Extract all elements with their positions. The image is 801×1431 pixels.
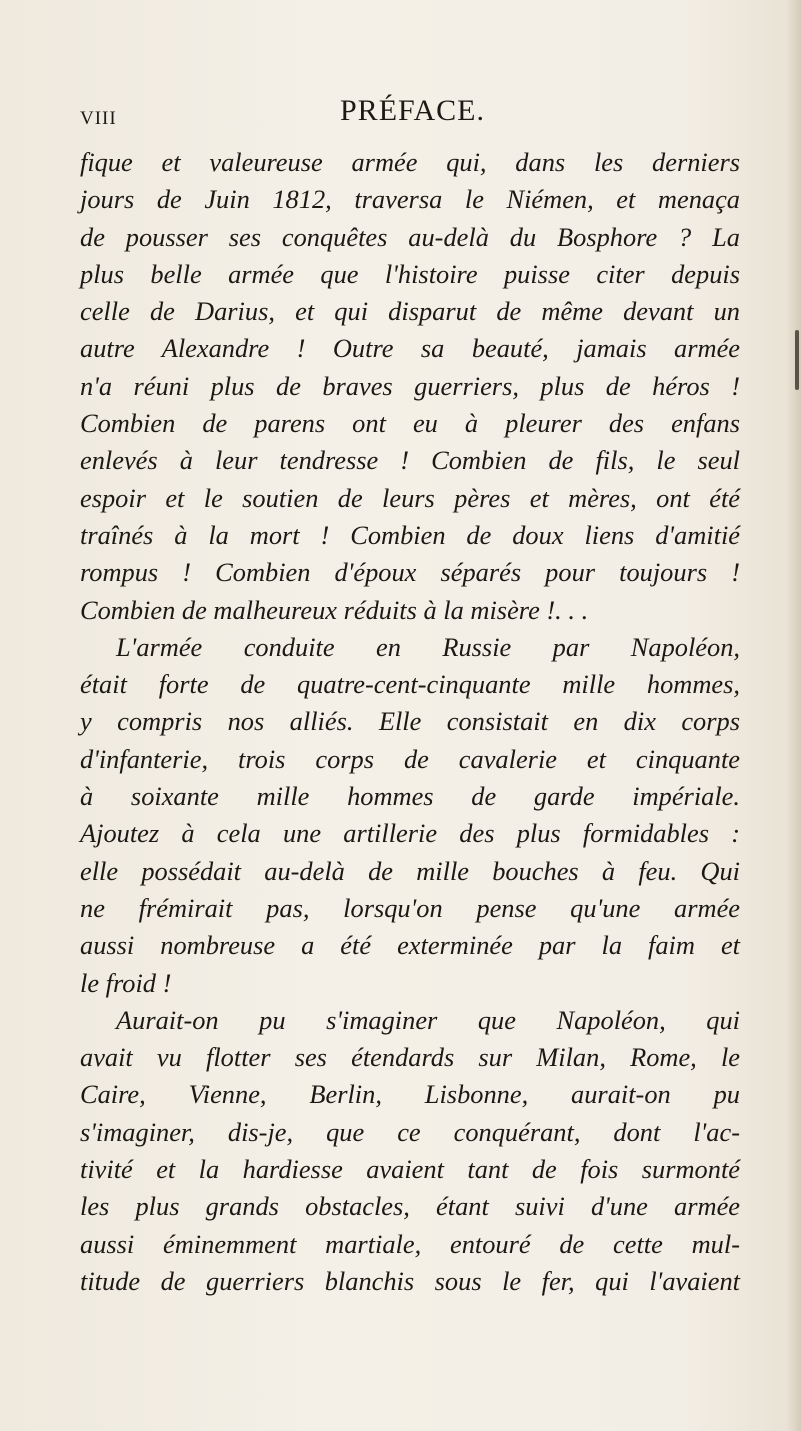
page-header <box>80 92 720 132</box>
text-line: espoir et le soutien de leurs pères et mères, ont été <box>80 482 740 513</box>
text-line: Caire, Vienne, Berlin, Lisbonne, aurait-on pu <box>80 1079 740 1110</box>
text-line: celle de Darius, et qui disparut de même devant un <box>80 296 740 327</box>
text-line: L'armée conduite en Russie par Napoléon, <box>116 631 740 662</box>
text-line: autre Alexandre ! Outre sa beauté, jamais armée <box>80 333 740 364</box>
text-line: plus belle armée que l'histoire puisse citer depuis <box>80 258 740 289</box>
body-text <box>80 144 740 1300</box>
text-line: les plus grands obstacles, étant suivi d'une armée <box>80 1191 740 1222</box>
text-line: de pousser ses conquêtes au-delà du Bosphore ? La <box>80 221 740 252</box>
text-line: Combien de malheureux réduits à la misère !. . . <box>80 594 589 625</box>
running-title: PRÉFACE. <box>340 94 485 127</box>
page-number: VIII <box>80 108 117 129</box>
text-line: aussi nombreuse a été exterminée par la faim et <box>80 930 740 961</box>
text-line: y compris nos alliés. Elle consistait en dix corps <box>80 706 740 737</box>
text-line: Combien de parens ont eu à pleurer des enfans <box>80 408 740 439</box>
text-line: avait vu flotter ses étendards sur Milan, Rome, le <box>80 1042 740 1073</box>
text-line: Ajoutez à cela une artillerie des plus formidables : <box>80 818 740 849</box>
page-edge-mark <box>795 330 799 390</box>
text-line: était forte de quatre-cent-cinquante mille hommes, <box>80 669 740 700</box>
page-edge-shadow <box>787 0 801 1431</box>
text-line: s'imaginer, dis-je, que ce conquérant, dont l'ac- <box>80 1116 740 1147</box>
text-line: Aurait-on pu s'imaginer que Napoléon, qui <box>116 1004 740 1035</box>
text-line: tivité et la hardiesse avaient tant de fois surmonté <box>80 1154 740 1185</box>
text-line: rompus ! Combien d'époux séparés pour toujours ! <box>80 557 740 588</box>
text-line: n'a réuni plus de braves guerriers, plus de héros ! <box>80 370 740 401</box>
text-line: elle possédait au-delà de mille bouches à feu. Qui <box>80 855 740 886</box>
text-line: fique et valeureuse armée qui, dans les derniers <box>80 147 740 177</box>
text-line: le froid ! <box>80 967 172 998</box>
text-line: aussi éminemment martiale, entouré de cette mul- <box>80 1228 740 1259</box>
text-line: jours de Juin 1812, traversa le Niémen, et menaça <box>80 184 740 215</box>
text-line: traînés à la mort ! Combien de doux liens d'amitié <box>80 519 740 550</box>
text-line: enlevés à leur tendresse ! Combien de fils, le seul <box>80 445 740 476</box>
text-line: d'infanterie, trois corps de cavalerie et cinquante <box>80 743 740 774</box>
text-line: titude de guerriers blanchis sous le fer, qui l'avaient <box>80 1265 740 1296</box>
text-line: ne frémirait pas, lorsqu'on pense qu'une armée <box>80 892 740 923</box>
text-line: à soixante mille hommes de garde impériale. <box>80 781 740 812</box>
